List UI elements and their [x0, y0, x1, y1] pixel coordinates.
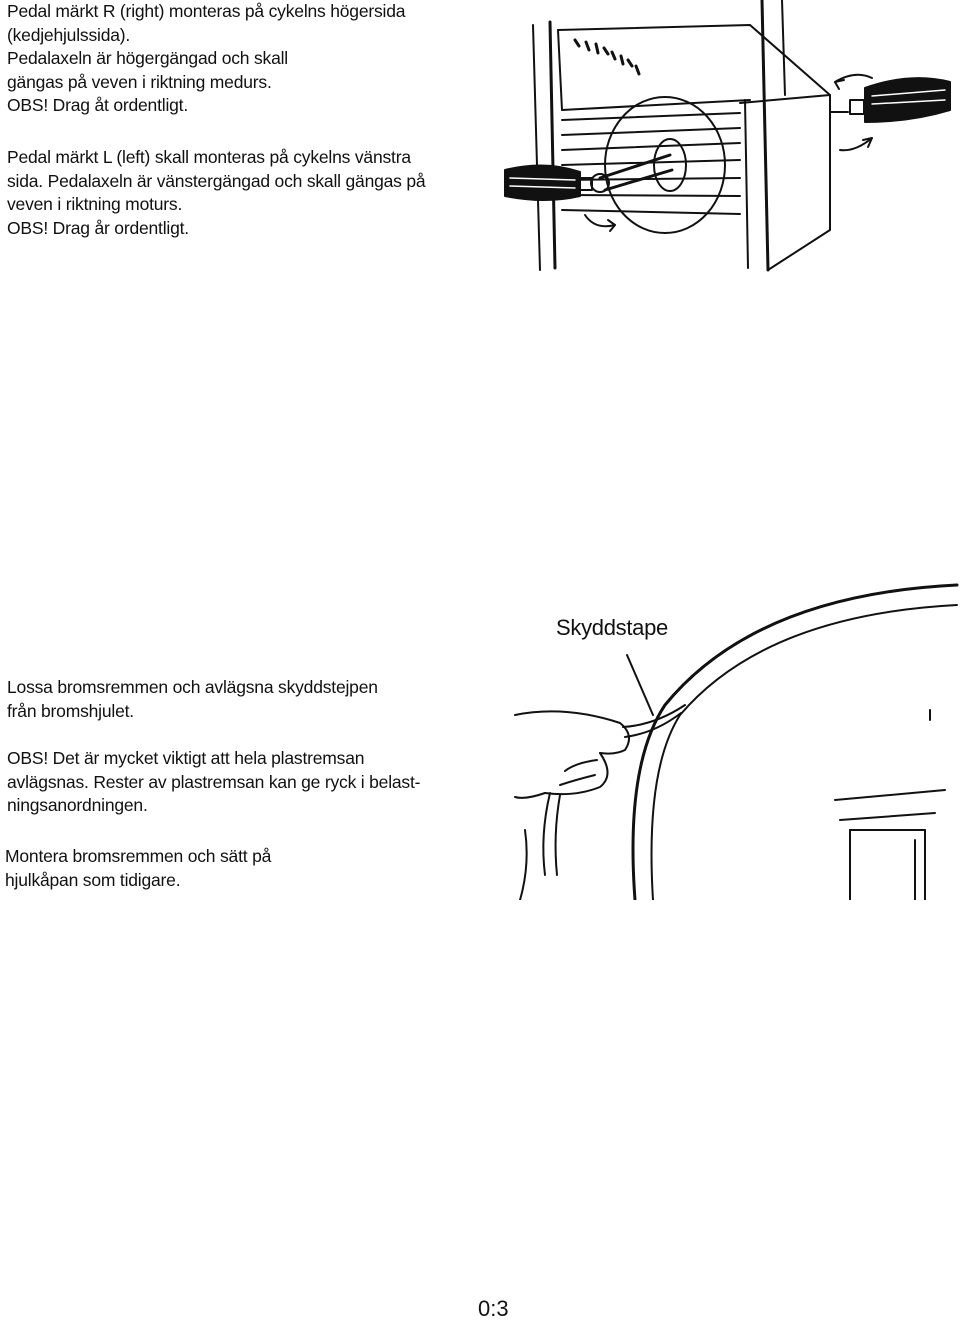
brake-warning-text: OBS! Det är mycket viktigt att hela plastremsan avlägsnas. Rester av plastremsan kan ge ryck i belast- ningsanordningen.: [7, 748, 421, 815]
remount-instructions: [5, 845, 335, 892]
brake-instruction-text: Lossa bromsremmen och avlägsna skyddstejpen från bromshjulet.: [7, 677, 378, 721]
right-pedal-instructions: [7, 0, 487, 118]
brake-tape-instructions: [7, 676, 477, 818]
protective-tape-label: Skyddstape: [556, 615, 668, 640]
left-pedal-text: Pedal märkt L (left) skall monteras på cykelns vänstra sida. Pedalaxeln är vänstergängad och skall gängas på veven i riktning moturs. OBS! Drag år ordentligt.: [7, 147, 426, 238]
left-pedal-instructions: [7, 146, 487, 240]
right-pedal-text: Pedal märkt R (right) monteras på cykelns högersida (kedjehjulssida). Pedalaxeln är högergängad och skall gängas på veven i riktning medurs. OBS! Drag åt ordentligt.: [7, 1, 406, 115]
pedal-mounting-illustration: [500, 0, 960, 275]
page-number: 0:3: [478, 1296, 509, 1321]
remount-text: Montera bromsremmen och sätt på hjulkåpan som tidigare.: [5, 846, 272, 890]
